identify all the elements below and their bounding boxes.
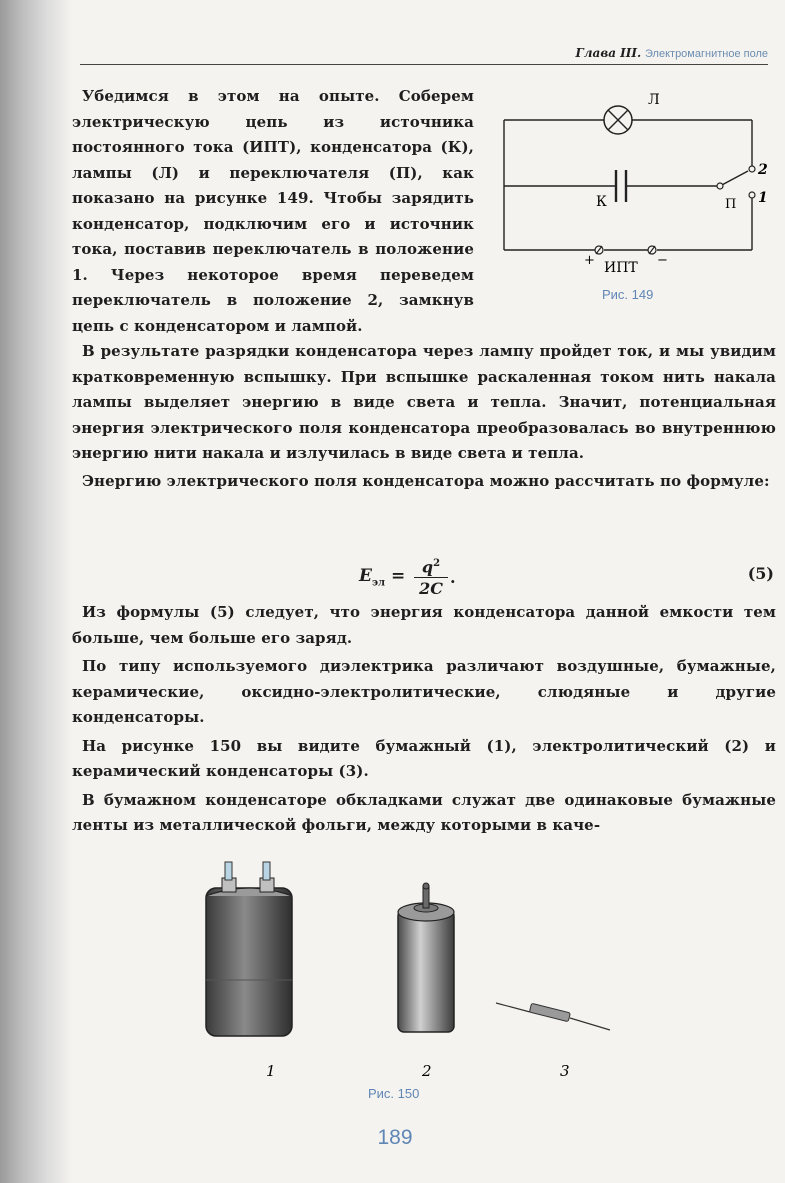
formula-numerator: q xyxy=(421,557,434,577)
paragraph-dielectric-types: По типу используемого диэлектрика различают воздушные, бумажные, керамические, оксидно-электролитические, слюдяные и другие конденсаторы. xyxy=(72,657,776,726)
section-label: Электромагнитное поле xyxy=(645,48,768,60)
page-number: 189 xyxy=(377,1126,413,1149)
formula-equals: = xyxy=(391,566,406,586)
paragraph-intro: Убедимся в этом на опыте. Соберем электрическую цепь из источника постоянного тока (ИПТ), конденсатора (К), лампы (Л) и переключателя (П), как показано на рисунке 149. Чтобы зарядить конденсатор, подключим его и источник тока, поставив переключатель в положение 1. Через некоторое время переведем переключатель в положение 2, замкнув цепь с конденсатором и лампой. xyxy=(72,87,474,335)
paragraph-figure-150-ref: На рисунке 150 вы видите бумажный (1), электролитический (2) и керамический конденсаторы (3). xyxy=(72,736,776,780)
paragraph-consequence: Из формулы (5) следует, что энергия конденсатора данной емкости тем больше, чем больше его заряд. xyxy=(72,603,776,647)
main-text-block xyxy=(72,339,776,494)
formula-denominator: 2C xyxy=(419,579,443,599)
chapter-label: Глава III. xyxy=(575,46,642,60)
switch-position-2: 2 xyxy=(758,162,768,178)
paragraph-energy-intro: Энергию электрического поля конденсатора можно рассчитать по формуле: xyxy=(82,471,770,490)
paragraph-discharge: В результате разрядки конденсатора через лампу пройдет ток, и мы увидим кратковременную вспышку. При вспышке раскаленная током нить накала лампы выделяет энергию в виде света и тепла. Значит, потенциальная энергия электрического поля конденсатора преобразовалась во внутреннюю энергию нити накала и излучилась в виде света и тепла. xyxy=(72,342,776,462)
formula-lhs-subscript: эл xyxy=(371,577,386,589)
paragraph-paper-capacitor: В бумажном конденсаторе обкладками служат две одинаковые бумажные ленты из металлической фольги, между которыми в каче- xyxy=(72,790,776,834)
text-after-formula xyxy=(72,600,776,839)
formula-exponent: 2 xyxy=(433,558,441,569)
switch-label: П xyxy=(725,197,737,212)
formula-5 xyxy=(72,554,776,604)
lamp-symbol xyxy=(604,106,632,134)
figure-150-capacitors xyxy=(180,840,640,1100)
switch-contacts xyxy=(717,166,755,198)
electrolytic-capacitor-image xyxy=(398,883,454,1032)
capacitors-illustration xyxy=(180,840,640,1090)
formula-dot: . xyxy=(450,568,456,587)
running-header xyxy=(80,42,768,65)
formula-fraction xyxy=(414,554,448,600)
source-label: ИПТ xyxy=(604,260,638,276)
circuit-diagram xyxy=(492,84,772,314)
figure-150-label-2: 2 xyxy=(422,1062,432,1080)
switch-position-1: 1 xyxy=(758,190,768,206)
figure-149-caption: Рис. 149 xyxy=(602,287,654,302)
source-plus: + xyxy=(584,253,595,268)
source-minus: − xyxy=(657,253,668,268)
ceramic-capacitor-image xyxy=(496,1003,610,1030)
paper-capacitor-image xyxy=(206,862,292,1036)
intro-column xyxy=(72,84,474,339)
capacitor-symbol xyxy=(616,170,626,202)
figure-150-label-3: 3 xyxy=(560,1062,570,1080)
formula-number: (5) xyxy=(747,564,774,583)
lamp-label: Л xyxy=(648,92,660,108)
figure-149-circuit xyxy=(492,84,772,314)
figure-150-caption: Рис. 150 xyxy=(368,1086,420,1101)
formula-lhs: E xyxy=(359,566,372,586)
capacitor-label: К xyxy=(596,194,607,210)
figure-150-label-1: 1 xyxy=(266,1062,276,1080)
page-spine-shadow xyxy=(0,0,72,1183)
